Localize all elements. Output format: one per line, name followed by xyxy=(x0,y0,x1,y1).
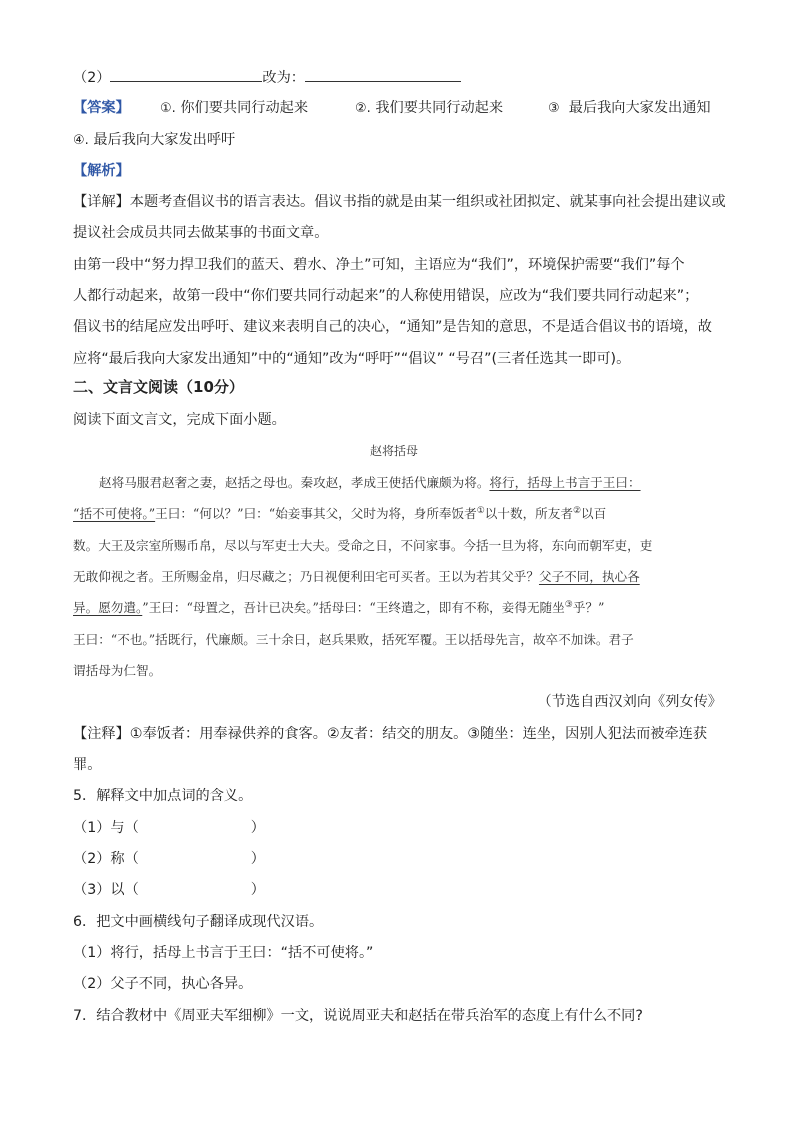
passage-line: 王曰：“不也。”括既行，代廉颇。三十余日，赵兵果败，括死军覆。王以括母先言，故卒不加诛。君子 xyxy=(73,632,634,647)
question-6: 6．把文中画横线句子翻译成现代汉语。 xyxy=(73,914,324,930)
passage-source: （节选自西汉刘向《列女传》 xyxy=(537,694,722,710)
question-5-1: （1）与（ ） xyxy=(73,820,265,836)
question-5-3: （3）以（ ） xyxy=(73,882,265,898)
answer-option-3: ③ 最后我向大家发出通知 xyxy=(548,100,711,116)
answer-label: 【答案】 xyxy=(73,100,130,116)
answer-option-4: ④. 最后我向大家发出呼吁 xyxy=(73,132,236,148)
passage-line: 数。大王及宗室所赐币帛，尽以与军吏士大夫。受命之日，不问家事。今括一旦为将，东向而朝军吏，吏 xyxy=(73,538,653,553)
section-title: 二、文言文阅读（10分） xyxy=(73,378,244,396)
passage-line: “括不可使将。”王曰：“何以？”曰：“始妾事其父，父时为将，身所奉饭者①以十数，所友者②以百 xyxy=(73,505,607,521)
question-6-2: （2）父子不同，执心各异。 xyxy=(73,976,253,992)
question-5-2: （2）称（ ） xyxy=(73,851,265,867)
passage-line: 谓括母为仁智。 xyxy=(73,663,162,678)
question-5: 5．解释文中加点词的含义。 xyxy=(73,788,253,804)
blank-2 xyxy=(305,67,461,82)
analysis-line: 提议社会成员共同去做某事的书面文章。 xyxy=(73,225,329,241)
analysis-line: 应将“最后我向大家发出通知”中的“通知”改为“呼吁”“倡议” “号召”(三者任选其一即可)。 xyxy=(73,351,631,367)
analysis-line: 【详解】本题考查倡议书的语言表达。倡议书指的就是由某一组织或社团拟定、就某事向社会提出建议或 xyxy=(73,194,726,210)
notes-line: 罪。 xyxy=(73,757,102,773)
answer-option-2: ②. 我们要共同行动起来 xyxy=(355,100,504,116)
passage-line: 赵将马服君赵奢之妻，赵括之母也。秦攻赵，孝成王使括代廉颇为将。将行，括母上书言于王曰： xyxy=(99,475,641,490)
question-7: 7．结合教材中《周亚夫军细柳》一文，说说周亚夫和赵括在带兵治军的态度上有什么不同? xyxy=(73,1008,643,1024)
analysis-line: 倡议书的结尾应发出呼吁、建议来表明自己的决心，“通知”是告知的意思，不是适合倡议书的语境，故 xyxy=(73,319,712,335)
passage-line: 无敢仰视之者。王所赐金帛，归尽藏之；乃日视便利田宅可买者。王以为若其父乎？父子不同，执心各 xyxy=(73,569,640,584)
q2-fill-line: （2） 改为： xyxy=(73,67,461,88)
analysis-line: 由第一段中“努力捍卫我们的蓝天、碧水、净土”可知，主语应为“我们”，环境保护需要“我们”每个 xyxy=(73,257,685,273)
passage-title: 赵将括母 xyxy=(370,444,419,458)
notes-line: 【注释】①奉饭者：用奉禄供养的食客。②友者：结交的朋友。③随坐：连坐，因别人犯法而被牵连获 xyxy=(73,726,708,742)
section-intro: 阅读下面文言文，完成下面小题。 xyxy=(73,412,286,428)
question-6-1: （1）将行，括母上书言于王曰：“括不可使将。” xyxy=(73,945,374,961)
analysis-label: 【解析】 xyxy=(73,163,130,179)
answer-option-1: ①. 你们要共同行动起来 xyxy=(160,100,309,116)
passage-line: 异。愿勿遣。”王曰：“母置之，吾计已决矣。”括母曰：“王终遣之，即有不称，妾得无随坐③乎？” xyxy=(73,599,605,615)
analysis-line: 人都行动起来，故第一段中“你们要共同行动起来”的人称使用错误，应改为“我们要共同行动起来”； xyxy=(73,288,699,304)
blank-1 xyxy=(110,67,262,82)
